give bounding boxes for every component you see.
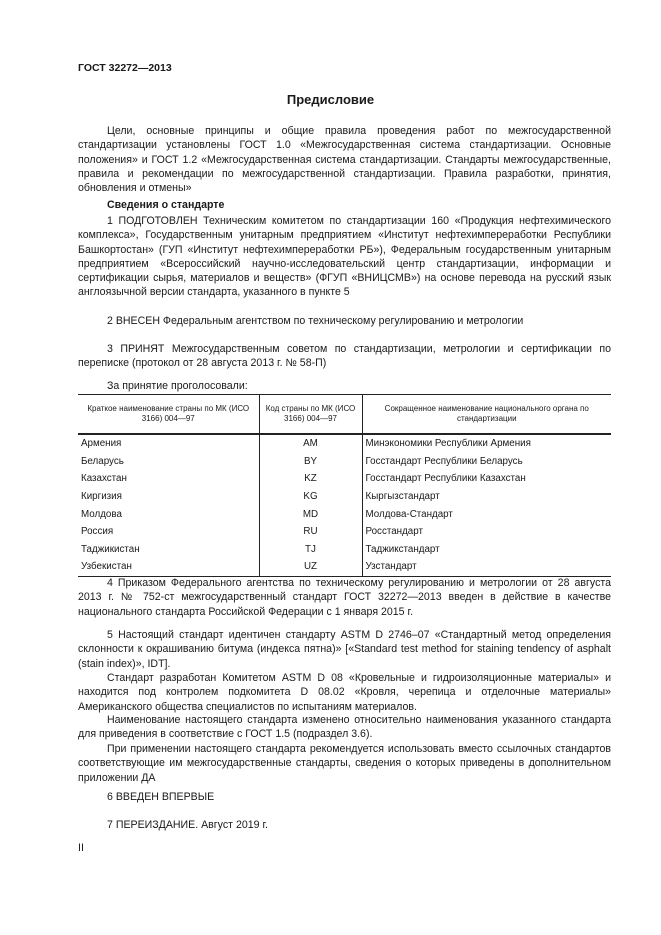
country-code-cell: KZ	[259, 470, 362, 488]
country-code-cell: MD	[259, 505, 362, 523]
page-title: Предисловие	[286, 92, 375, 107]
item-5-references-paragraph: При применении настоящего стандарта рекомендуется использовать вместо ссылочных стандартов соответствующие им межгосударственные стандарты, сведения о которых приведены в дополнительном приложении ДА	[78, 743, 611, 784]
item-2-paragraph: 2 ВНЕСЕН Федеральным агентством по техническому регулированию и метрологии	[107, 315, 524, 327]
country-code-cell: BY	[259, 453, 362, 471]
country-name-cell: Узбекистан	[78, 558, 259, 576]
standards-body-cell: Кыргызстандарт	[362, 488, 611, 506]
item-3-paragraph: 3 ПРИНЯТ Межгосударственным советом по стандартизации, метрологии и сертификации по переписке (протокол от 28 августа 2013 г. № 58-П)	[78, 343, 611, 370]
table-row	[78, 505, 611, 523]
item-6-paragraph: 6 ВВЕДЕН ВПЕРВЫЕ	[107, 791, 215, 803]
country-code-cell: AM	[259, 434, 362, 453]
country-name-cell: Армения	[81, 438, 122, 450]
country-name-cell: Киргизия	[81, 491, 122, 503]
table-row	[78, 488, 611, 506]
table-row	[78, 558, 611, 576]
country-name-cell: Беларусь	[81, 455, 124, 467]
table-row	[78, 523, 611, 541]
item-5-paragraph: 5 Настоящий стандарт идентичен стандарту ASTM D 2746–07 «Стандартный метод определения склонности к окрашиванию битума (индекса пятна)» [«Standard test method for staining tendency of asphalt (stain index)», IDT].	[78, 629, 611, 670]
country-code-cell: RU	[259, 523, 362, 541]
standards-body-cell: Минэкономики Республики Армения	[362, 434, 611, 453]
intro-paragraph: Цели, основные принципы и общие правила проведения работ по межгосударственной стандартизации установлены ГОСТ 1.0 «Межгосударственная система стандартизации. Основные положения» и ГОСТ 1.2 «Межгосударственная система стандартизации. Стандарты межгосударственные, правила и рекомендации по межгосударственной стандартизации. Правила разработки, принятия, обновления и отмены»	[78, 125, 611, 195]
country-name-cell: Таджикистан	[81, 543, 140, 555]
table-row	[78, 470, 611, 488]
standards-body-cell: Госстандарт Республики Беларусь	[362, 453, 611, 471]
standards-body-cell: Госстандарт Республики Казахстан	[362, 470, 611, 488]
header-standards-body: Сокращенное наименование национального органа по стандартизации	[362, 395, 611, 435]
page-number: II	[78, 842, 84, 854]
table-row	[78, 541, 611, 559]
item-1-paragraph: 1 ПОДГОТОВЛЕН Техническим комитетом по стандартизации 160 «Продукция нефтехимического комплекса», Государственным унитарным предприятием «Институт нефтехимпереработки Республики Башкортостан» (ГУП «Институт нефтехимпереработки РБ»), Федеральным государственным унитарным предприятием «Всероссийский научно-исследовательский центр стандартизации, информации и сертификации сырья, материалов и веществ» (ФГУП «ВНИЦСМВ») на основе перевода на русский язык англоязычной версии стандарта, указанного в пункте 5	[78, 215, 611, 299]
table-row	[78, 453, 611, 471]
item-5-name-paragraph: Наименование настоящего стандарта изменено относительно наименования указанного стандарта для приведения в соответствие с ГОСТ 1.5 (подраздел 3.6).	[78, 714, 611, 741]
standards-body-cell: Молдова-Стандарт	[362, 505, 611, 523]
item-4-paragraph: 4 Приказом Федерального агентства по техническому регулированию и метрологии от 28 августа 2013 г. № 752-ст межгосударственный стандарт ГОСТ 32272—2013 введен в действие в качестве национального стандарта Российской Федерации с 1 января 2015 г.	[78, 577, 611, 618]
header-country-code: Код страны по МК (ИСО 3166) 004—97	[259, 395, 362, 435]
standards-body-cell: Узстандарт	[362, 558, 611, 576]
standard-id-header: ГОСТ 32272—2013	[78, 62, 172, 74]
vote-label: За принятие проголосовали:	[107, 380, 248, 392]
country-code-cell: UZ	[259, 558, 362, 576]
table-row	[78, 434, 611, 453]
section-title: Сведения о стандарте	[107, 199, 225, 211]
country-name-cell: Молдова	[81, 508, 122, 520]
item-7-paragraph: 7 ПЕРЕИЗДАНИЕ. Август 2019 г.	[107, 819, 268, 831]
country-name-cell: Казахстан	[81, 473, 127, 485]
country-code-cell: KG	[259, 488, 362, 506]
country-code-cell: TJ	[259, 541, 362, 559]
voting-table	[78, 394, 611, 577]
standards-body-cell: Росстандарт	[362, 523, 611, 541]
country-name-cell: Россия	[81, 526, 114, 538]
item-5-committee-paragraph: Стандарт разработан Комитетом ASTM D 08 «Кровельные и гидроизоляционные материалы» и находится под контролем подкомитета D 08.02 «Кровля, черепица и отделочные материалы» Американского общества специалистов по испытаниям материалов.	[78, 672, 611, 713]
standards-body-cell: Таджикстандарт	[362, 541, 611, 559]
header-country-name: Краткое наименование страны по МК (ИСО 3166) 004—97	[78, 395, 259, 435]
table-header-row	[78, 395, 611, 435]
